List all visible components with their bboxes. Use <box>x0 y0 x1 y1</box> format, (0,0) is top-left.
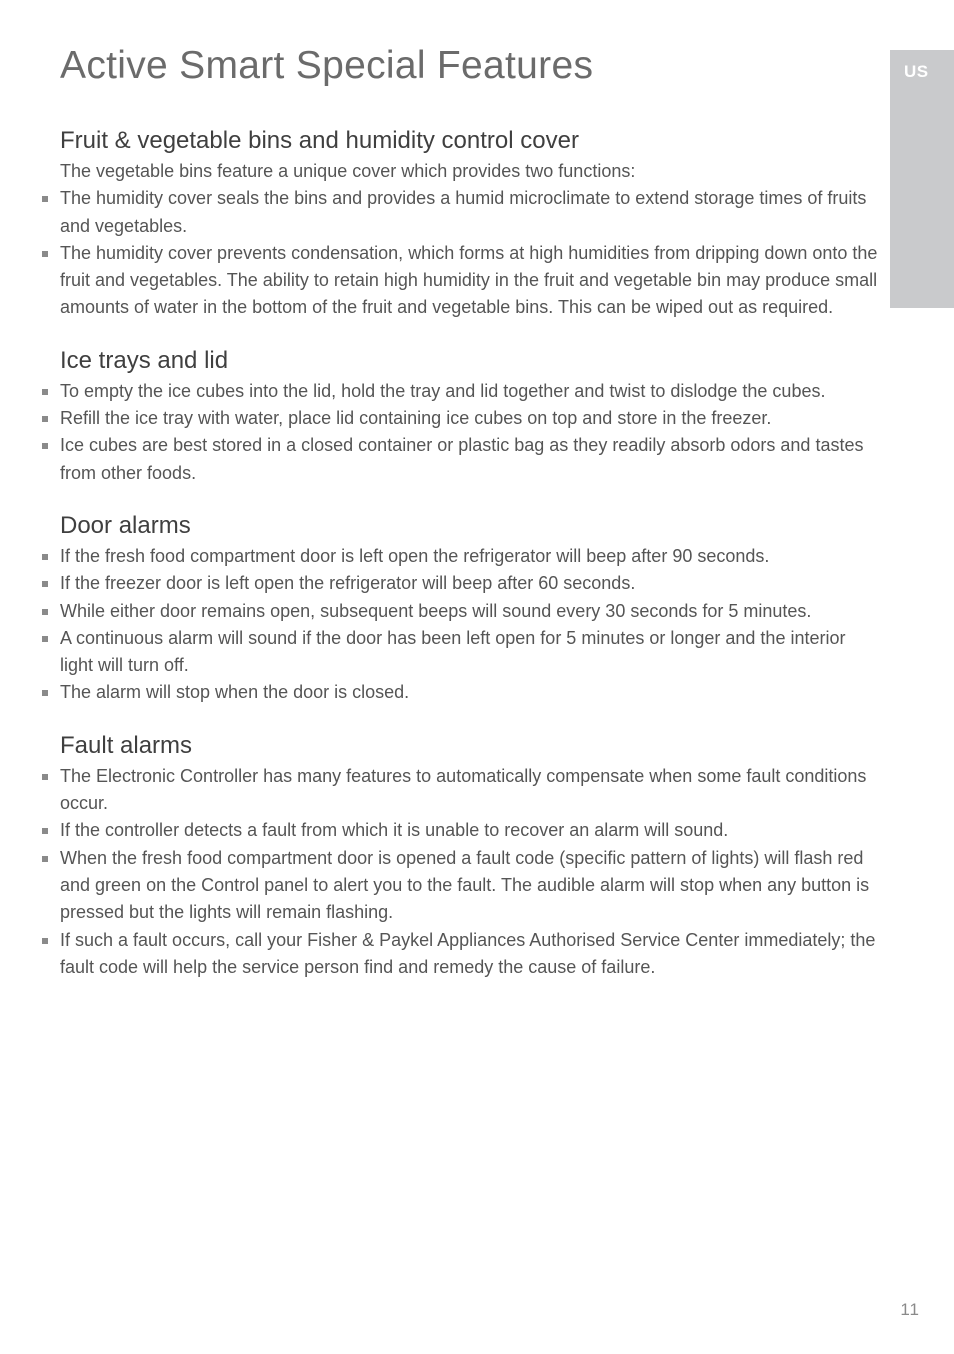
list-item <box>60 570 882 597</box>
bullet-icon <box>42 774 48 780</box>
page-number: 11 <box>900 1300 920 1319</box>
section-heading: Door alarms <box>60 511 191 539</box>
section-fruit-vegetable-bins <box>60 126 882 322</box>
list-item-text: The Electronic Controller has many features to automatically compensate when some fault conditions occur. <box>60 765 867 814</box>
list-item <box>60 185 882 240</box>
list-item-text: While either door remains open, subsequent beeps will sound every 30 seconds for 5 minutes. <box>60 600 812 621</box>
bullet-icon <box>42 690 48 696</box>
bullet-icon <box>42 609 48 615</box>
list-item-text: When the fresh food compartment door is opened a fault code (specific pattern of lights) will flash red and green on the Control panel to alert you to the fault. The audible alarm will stop when any button is pressed but the lights will remain flashing. <box>60 847 870 923</box>
bullet-icon <box>42 443 48 449</box>
bullet-icon <box>42 554 48 560</box>
bullet-icon <box>42 389 48 395</box>
bullet-icon <box>42 196 48 202</box>
bullet-list <box>60 378 882 487</box>
list-item <box>60 763 882 818</box>
section-intro: The vegetable bins feature a unique cover which provides two functions: <box>60 161 636 181</box>
list-item-text: The alarm will stop when the door is closed. <box>60 682 410 703</box>
list-item <box>60 845 882 927</box>
page-title: Active Smart Special Features <box>60 44 594 87</box>
bullet-icon <box>42 856 48 862</box>
main-content <box>60 126 882 1005</box>
list-item <box>60 378 882 405</box>
list-item-text: The humidity cover prevents condensation, which forms at high humidities from dripping down onto the fruit and vegetables. The ability to retain high humidity in the fruit and vegetable bin may produce small amounts of water in the bottom of the fruit and vegetable bins. This can be wiped out as required. <box>60 242 878 318</box>
list-item-text: If the fresh food compartment door is left open the refrigerator will beep after 90 seconds. <box>60 545 770 566</box>
section-heading: Fault alarms <box>60 731 193 759</box>
bullet-icon <box>42 251 48 257</box>
list-item-text: Refill the ice tray with water, place lid containing ice cubes on top and store in the freezer. <box>60 408 772 429</box>
list-item <box>60 679 882 706</box>
bullet-icon <box>42 938 48 944</box>
list-item-text: Ice cubes are best stored in a closed container or plastic bag as they readily absorb odors and tastes from other foods. <box>60 435 864 483</box>
list-item-text: The humidity cover seals the bins and provides a humid microclimate to extend storage times of fruits and vegetables. <box>60 188 867 236</box>
language-tab-label: US <box>904 62 929 81</box>
list-item-text: If the controller detects a fault from which it is unable to recover an alarm will sound. <box>60 820 729 841</box>
bullet-list <box>60 763 882 981</box>
bullet-icon <box>42 636 48 642</box>
section-heading: Fruit & vegetable bins and humidity control cover <box>60 127 579 154</box>
list-item-text: If the freezer door is left open the refrigerator will beep after 60 seconds. <box>60 573 636 594</box>
bullet-list <box>60 543 882 707</box>
language-tab <box>890 50 954 308</box>
list-item-text: A continuous alarm will sound if the door has been left open for 5 minutes or longer and the interior light will turn off. <box>60 627 846 676</box>
list-item <box>60 405 882 432</box>
bullet-icon <box>42 581 48 587</box>
bullet-icon <box>42 828 48 834</box>
list-item <box>60 543 882 570</box>
section-heading: Ice trays and lid <box>60 346 229 374</box>
bullet-list <box>60 185 882 321</box>
list-item-text: If such a fault occurs, call your Fisher & Paykel Appliances Authorised Service Center immediately; the fault code will help the service person find and remedy the cause of failure. <box>60 929 876 977</box>
section-door-alarms <box>60 511 882 707</box>
section-ice-trays <box>60 346 882 487</box>
bullet-icon <box>42 416 48 422</box>
list-item <box>60 927 882 982</box>
section-fault-alarms <box>60 731 882 981</box>
list-item <box>60 817 882 844</box>
list-item <box>60 598 882 625</box>
list-item <box>60 625 882 680</box>
list-item <box>60 432 882 487</box>
list-item <box>60 240 882 322</box>
list-item-text: To empty the ice cubes into the lid, hold the tray and lid together and twist to dislodge the cubes. <box>60 380 826 401</box>
